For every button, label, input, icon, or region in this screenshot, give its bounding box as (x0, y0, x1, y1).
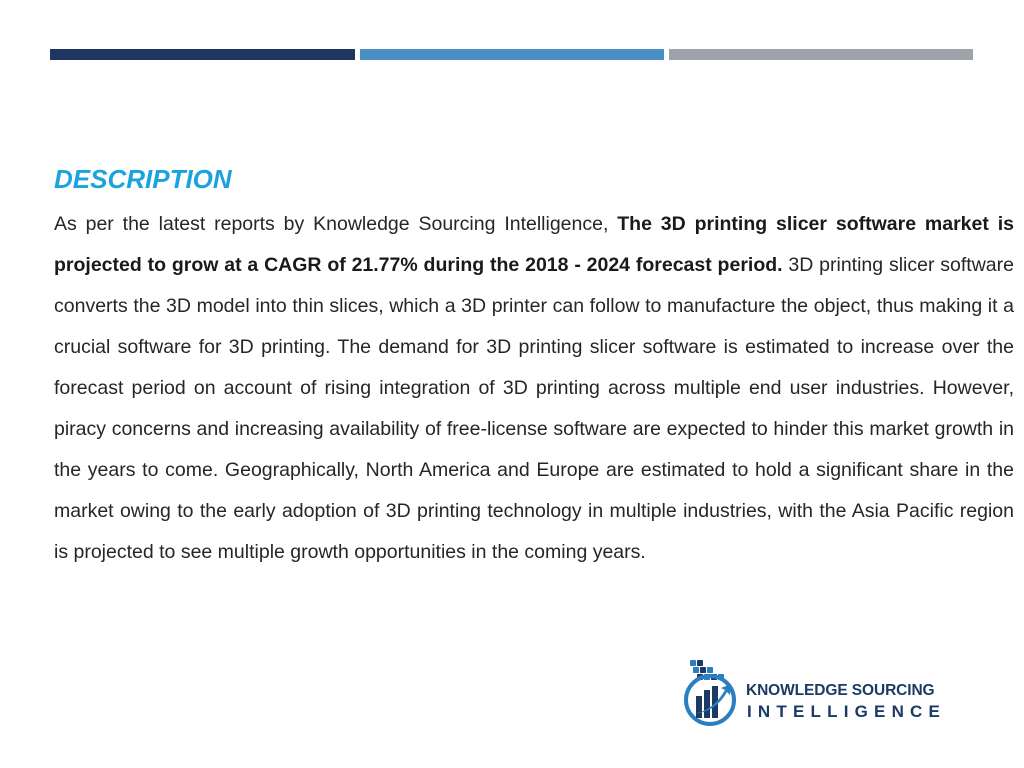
header-bar-gray (669, 49, 973, 60)
header-bar-blue (360, 49, 664, 60)
company-logo (683, 656, 953, 730)
section-heading: DESCRIPTION (54, 164, 232, 194)
header-decoration-bars (50, 49, 973, 60)
logo-text-line1: KNOWLEDGE SOURCING (746, 682, 935, 699)
description-highlight: The 3D printing slicer software market is projected to grow at a CAGR of 21.77% during the 2018 - 2024 forecast period. (54, 213, 1014, 276)
header-bar-dark (50, 49, 355, 60)
description-intro: As per the latest reports by Knowledge Sourcing Intelligence, (54, 213, 618, 235)
ksi-logo-icon (683, 656, 741, 728)
description-body: 3D printing slicer software converts the 3D model into thin slices, which a 3D printer can follow to manufacture the object, thus making it a crucial software for 3D printing. The demand for 3D printing slicer software is estimated to increase over the forecast period on account of rising integration of 3D printing across multiple end user industries. However, piracy concerns and increasing availability of free-license software are expected to hinder this market growth in the years to come. Geographically, North America and Europe are estimated to hold a significant share in the market owing to the early adoption of 3D printing technology in multiple industries, with the Asia Pacific region is projected to see multiple growth opportunities in the coming years. (54, 254, 1014, 563)
description-paragraph (54, 204, 1014, 573)
logo-text-line2: INTELLIGENCE (747, 702, 947, 721)
